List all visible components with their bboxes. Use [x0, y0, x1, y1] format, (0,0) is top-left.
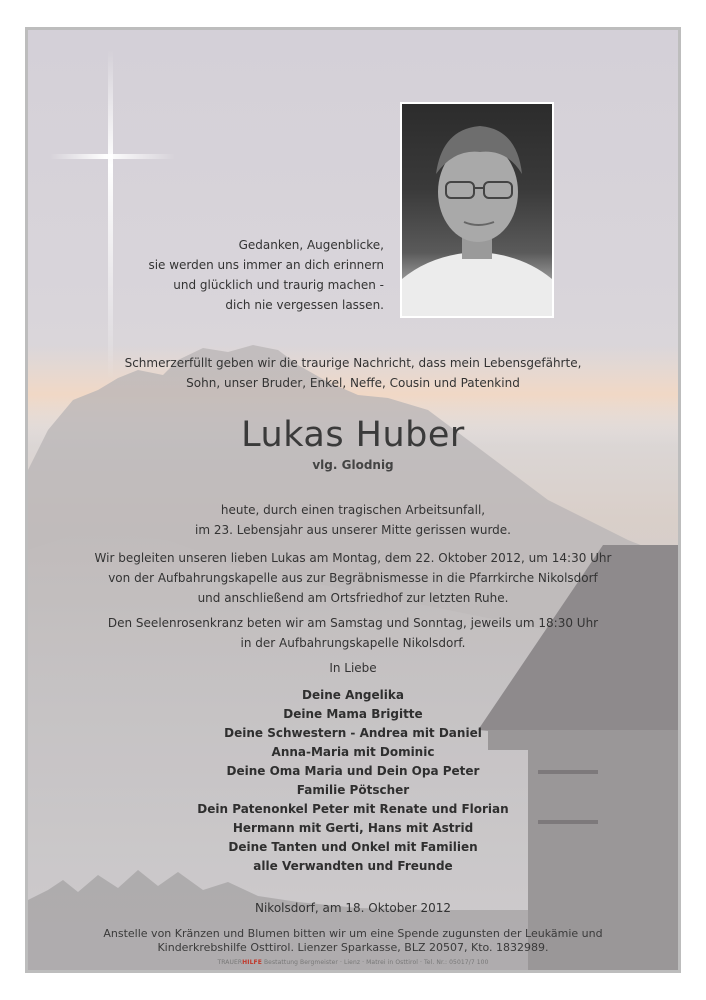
verse-line: und glücklich und traurig machen -	[173, 278, 384, 292]
verse-line: Gedanken, Augenblicke,	[238, 238, 384, 252]
mourners-list	[28, 686, 678, 876]
death-notice	[28, 500, 678, 540]
funeral-line: Wir begleiten unseren lieben Lukas am Montag, dem 22. Oktober 2012, um 14:30 Uhr	[94, 551, 612, 565]
brand-logo-text: TRAUERHILFE	[217, 959, 262, 966]
intro-line: Schmerzerfüllt geben wir die traurige Nachricht, dass mein Lebensgefährte,	[124, 356, 582, 370]
verse-line: dich nie vergessen lassen.	[225, 298, 384, 312]
rosary-line: Den Seelenrosenkranz beten wir am Samstag und Sonntag, jeweils um 18:30 Uhr	[107, 616, 599, 630]
funeral-line: und anschließend am Ortsfriedhof zur letzten Ruhe.	[197, 591, 509, 605]
rosary-details	[28, 613, 678, 653]
place-date: Nikolsdorf, am 18. Oktober 2012	[255, 901, 451, 915]
in-love-label: In Liebe	[329, 661, 377, 675]
notice-line: im 23. Lebensjahr aus unserer Mitte gerissen wurde.	[195, 523, 511, 537]
intro-line: Sohn, unser Bruder, Enkel, Neffe, Cousin und Patenkind	[186, 376, 520, 390]
mourner: alle Verwandten und Freunde	[253, 859, 453, 873]
mourner: Deine Angelika	[302, 688, 404, 702]
notice-line: heute, durch einen tragischen Arbeitsunfall,	[220, 503, 486, 517]
mourner: Dein Patenonkel Peter mit Renate und Florian	[197, 802, 509, 816]
donation-line: Kinderkrebshilfe Osttirol. Lienzer Sparkasse, BLZ 20507, Kto. 1832989.	[157, 941, 549, 954]
verse-line: sie werden uns immer an dich erinnern	[148, 258, 384, 272]
announcement-intro	[28, 353, 678, 393]
obituary-card	[25, 27, 681, 973]
mourner: Familie Pötscher	[296, 783, 410, 797]
funeral-home-footer	[28, 959, 678, 967]
mourner: Deine Schwestern - Andrea mit Daniel	[224, 726, 482, 740]
funeral-details	[28, 548, 678, 608]
mourner: Deine Tanten und Onkel mit Familien	[228, 840, 478, 854]
funeral-home-contact: Bestattung Bergmeister · Lienz · Matrei in Osttirol · Tel. Nr.: 05017/7 100	[261, 959, 489, 966]
memorial-verse	[118, 235, 384, 315]
funeral-line: von der Aufbahrungskapelle aus zur Begräbnismesse in die Pfarrkirche Nikolsdorf	[108, 571, 598, 585]
mourner: Anna-Maria mit Dominic	[271, 745, 435, 759]
donation-request	[28, 927, 678, 955]
mourner: Deine Oma Maria und Dein Opa Peter	[226, 764, 480, 778]
cross-icon	[28, 30, 228, 390]
donation-line: Anstelle von Kränzen und Blumen bitten wir um eine Spende zugunsten der Leukämie und	[103, 927, 603, 940]
deceased-name: Lukas Huber	[241, 415, 465, 455]
mourner: Deine Mama Brigitte	[283, 707, 423, 721]
portrait-photo	[400, 102, 554, 318]
rosary-line: in der Aufbahrungskapelle Nikolsdorf.	[240, 636, 466, 650]
mourner: Hermann mit Gerti, Hans mit Astrid	[232, 821, 474, 835]
deceased-vulgo-name: vlg. Glodnig	[312, 458, 394, 472]
